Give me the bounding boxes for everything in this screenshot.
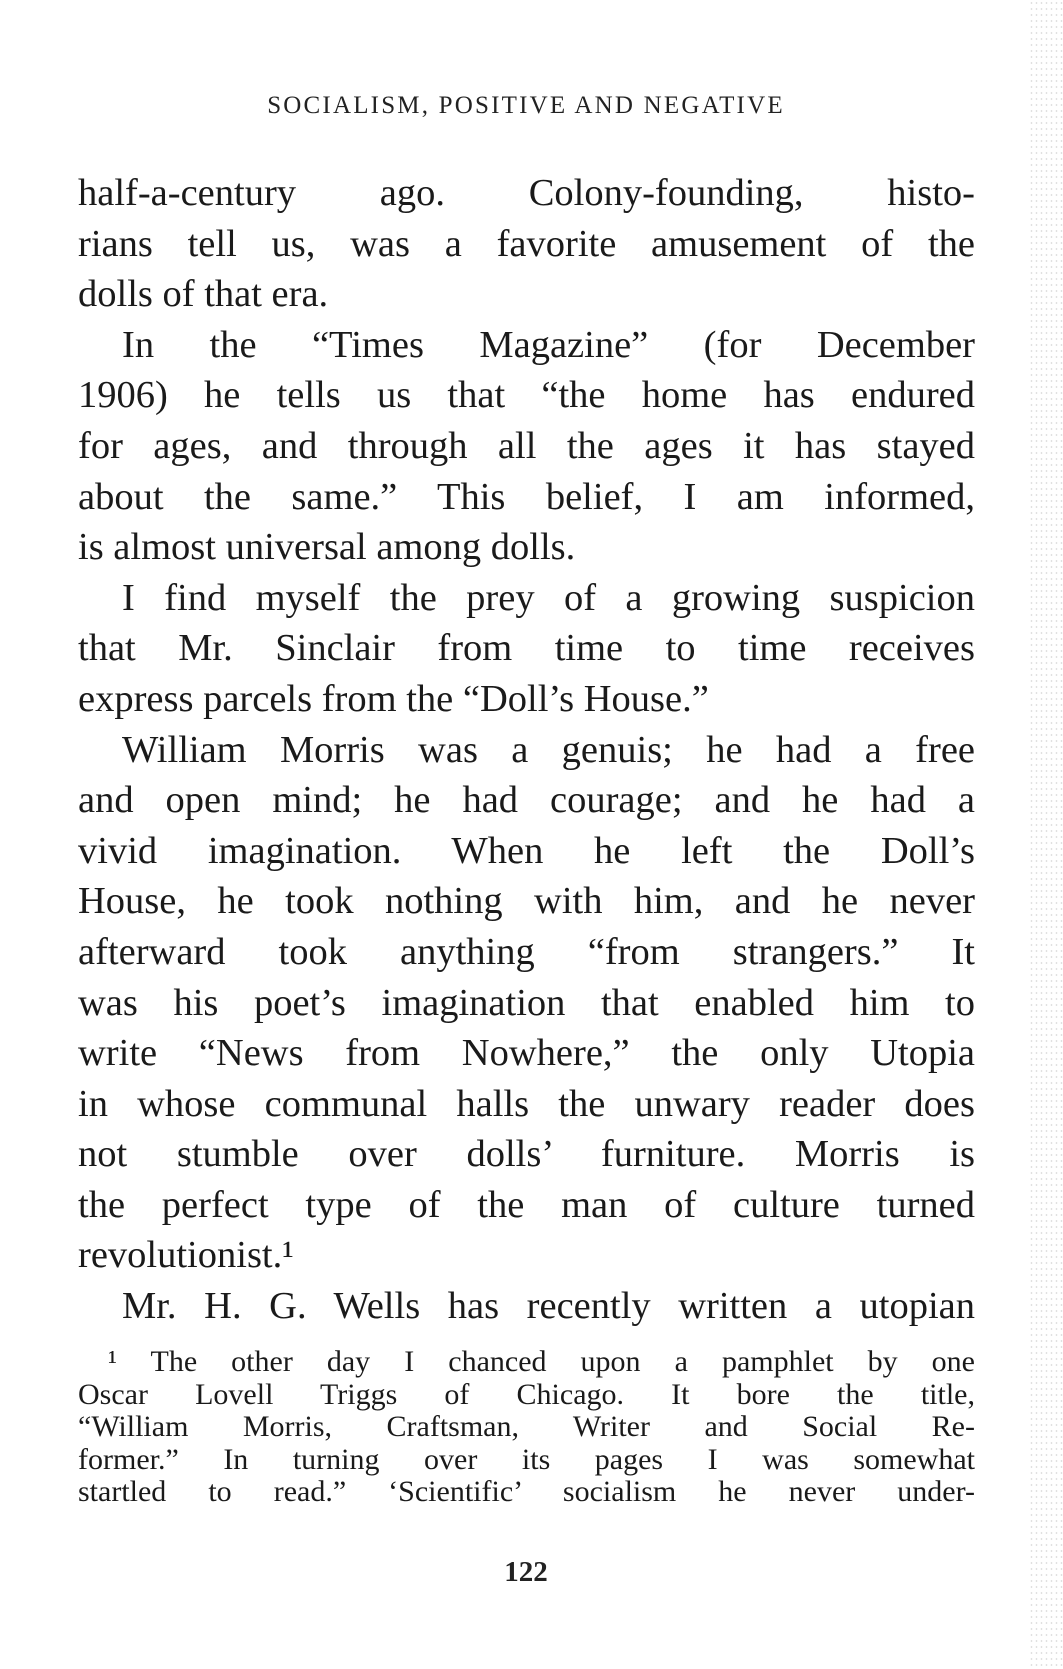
- body-line: half-a-century ago. Colony-founding, histo-: [78, 172, 975, 214]
- body-line: in whose communal halls the unwary reader does: [78, 1082, 975, 1125]
- body-text: [78, 168, 975, 1332]
- body-line: about the same.” This belief, I am informed,: [78, 475, 975, 518]
- body-line: for ages, and through all the ages it has stayed: [78, 424, 975, 467]
- body-line: is almost universal among dolls.: [78, 526, 576, 569]
- body-line: that Mr. Sinclair from time to time receives: [78, 627, 975, 670]
- body-line: the perfect type of the man of culture turned: [78, 1183, 975, 1226]
- body-line: express parcels from the “Doll’s House.”: [78, 677, 709, 720]
- body-line: House, he took nothing with him, and he never: [78, 880, 975, 923]
- body-line: afterward took anything “from strangers.” It: [78, 930, 975, 973]
- body-line: In the “Times Magazine” (for December: [122, 323, 975, 366]
- body-line: vivid imagination. When he left the Doll’s: [78, 829, 975, 872]
- body-line: revolutionist.¹: [78, 1234, 294, 1277]
- body-line: write “News from Nowhere,” the only Utopia: [78, 1032, 975, 1075]
- footnote-line: startled to read.” ‘Scientific’ socialism he never under-: [78, 1475, 975, 1508]
- footnote-line: ¹ The other day I chanced upon a pamphlet by one: [108, 1345, 975, 1378]
- footnote-line: “William Morris, Craftsman, Writer and Social Re-: [78, 1410, 975, 1443]
- body-line: rians tell us, was a favorite amusement of the: [78, 222, 975, 265]
- body-line: William Morris was a genuis; he had a free: [122, 728, 975, 771]
- footnote-line: former.” In turning over its pages I was somewhat: [78, 1442, 975, 1476]
- body-line: 1906) he tells us that “the home has endured: [78, 374, 975, 417]
- body-line: and open mind; he had courage; and he had a: [78, 779, 975, 822]
- body-line: Mr. H. G. Wells has recently written a utopian: [122, 1285, 975, 1328]
- body-line: not stumble over dolls’ furniture. Morris is: [78, 1133, 975, 1176]
- page-edge-texture: [1029, 0, 1063, 1669]
- footnotes: [78, 1346, 975, 1509]
- running-head: SOCIALISM, POSITIVE AND NEGATIVE: [267, 92, 785, 119]
- body-line: was his poet’s imagination that enabled him to: [78, 981, 975, 1024]
- body-line: I find myself the prey of a growing suspicion: [122, 576, 975, 619]
- footnote-line: Oscar Lovell Triggs of Chicago. It bore the title,: [78, 1377, 975, 1411]
- body-line: dolls of that era.: [78, 273, 329, 316]
- page-number: 122: [504, 1556, 548, 1588]
